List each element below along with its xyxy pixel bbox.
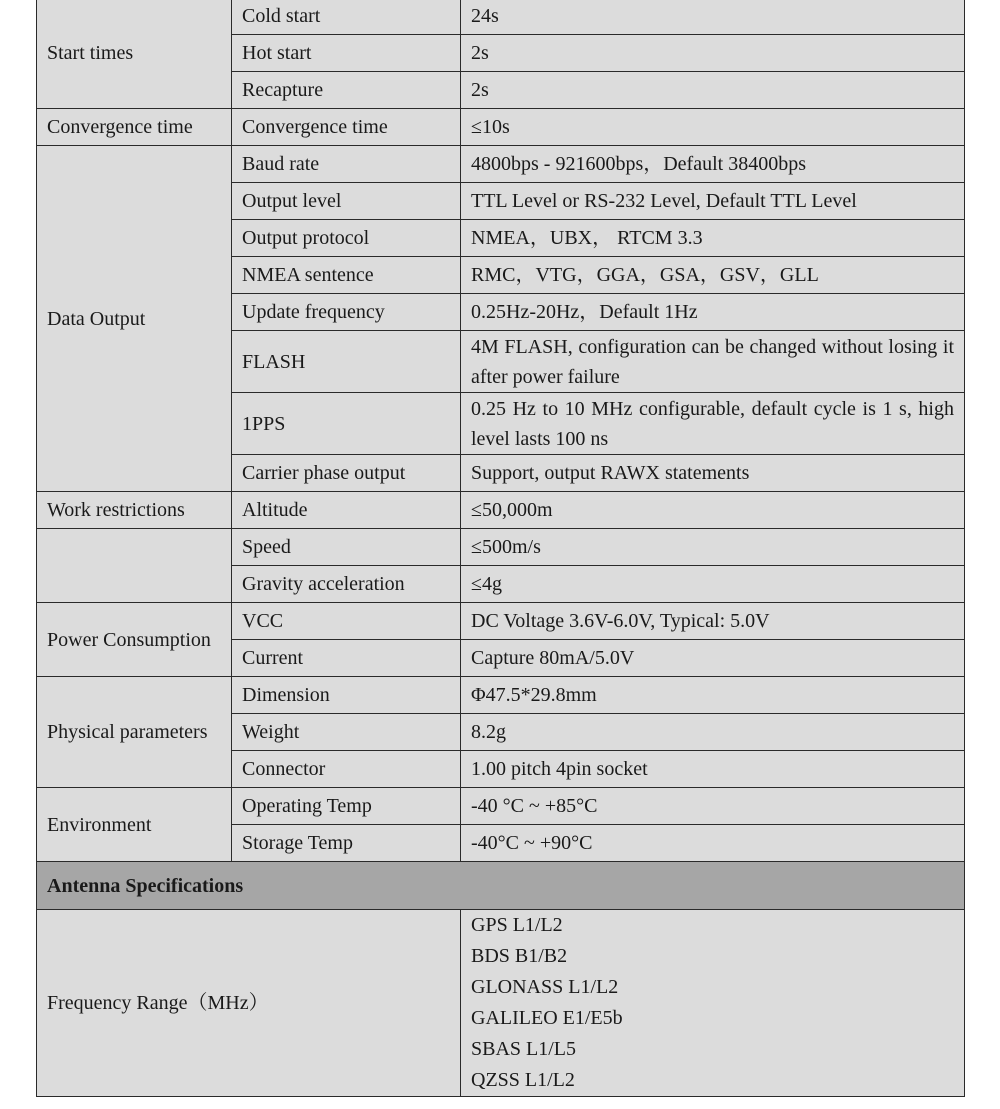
frequency-item: QZSS L1/L2 (471, 1069, 575, 1091)
param-cell: Baud rate (232, 146, 461, 183)
param-cell: VCC (232, 603, 461, 640)
param-frequency-range: Frequency Range（MHz） (37, 910, 461, 1097)
param-cell: Altitude (232, 492, 461, 529)
category-physical-parameters: Physical parameters (37, 677, 232, 788)
value-cell: NMEA，UBX， RTCM 3.3 (461, 220, 965, 257)
category-work-restrictions: Work restrictions (37, 492, 232, 529)
table-row (37, 529, 965, 566)
value-cell: 4800bps - 921600bps，Default 38400bps (461, 146, 965, 183)
value-cell: -40°C ~ +90°C (461, 825, 965, 862)
spec-sheet (36, 0, 964, 1097)
frequency-item: BDS B1/B2 (471, 945, 568, 967)
param-cell: Gravity acceleration (232, 566, 461, 603)
value-cell: -40 °C ~ +85°C (461, 788, 965, 825)
section-title: Antenna Specifications (37, 862, 965, 910)
category-data-output: Data Output (37, 146, 232, 492)
value-cell: 0.25Hz-20Hz，Default 1Hz (461, 294, 965, 331)
value-cell: TTL Level or RS-232 Level, Default TTL Level (461, 183, 965, 220)
value-cell: ≤10s (461, 109, 965, 146)
value-cell: Φ47.5*29.8mm (461, 677, 965, 714)
category-convergence-time: Convergence time (37, 109, 232, 146)
param-cell: Output level (232, 183, 461, 220)
category-environment: Environment (37, 788, 232, 862)
table-row (37, 910, 965, 1097)
value-cell: 1.00 pitch 4pin socket (461, 751, 965, 788)
value-cell: 4M FLASH, configuration can be changed without losing it after power failure (461, 331, 965, 393)
table-row (37, 0, 965, 35)
value-cell: Support, output RAWX statements (461, 455, 965, 492)
param-cell: Output protocol (232, 220, 461, 257)
param-cell: Current (232, 640, 461, 677)
param-cell: Dimension (232, 677, 461, 714)
table-row (37, 788, 965, 825)
frequency-item: GALILEO E1/E5b (471, 1007, 623, 1029)
param-cell: Hot start (232, 35, 461, 72)
value-cell: ≤500m/s (461, 529, 965, 566)
value-cell: 2s (461, 72, 965, 109)
category-cell-empty (37, 529, 232, 603)
param-cell: Storage Temp (232, 825, 461, 862)
param-cell: Recapture (232, 72, 461, 109)
section-header-row (37, 862, 965, 910)
param-cell: Weight (232, 714, 461, 751)
value-cell: Capture 80mA/5.0V (461, 640, 965, 677)
value-cell: DC Voltage 3.6V-6.0V, Typical: 5.0V (461, 603, 965, 640)
frequency-item: GLONASS L1/L2 (471, 976, 619, 998)
param-cell: Connector (232, 751, 461, 788)
frequency-item: SBAS L1/L5 (471, 1038, 577, 1060)
value-cell: 8.2g (461, 714, 965, 751)
frequency-item: GPS L1/L2 (471, 914, 563, 936)
category-power-consumption: Power Consumption (37, 603, 232, 677)
table-row (37, 109, 965, 146)
table-row (37, 677, 965, 714)
param-cell: 1PPS (232, 393, 461, 455)
value-cell: 24s (461, 0, 965, 35)
param-cell: Speed (232, 529, 461, 566)
table-row (37, 603, 965, 640)
param-cell: NMEA sentence (232, 257, 461, 294)
param-cell: Convergence time (232, 109, 461, 146)
value-cell: ≤50,000m (461, 492, 965, 529)
value-cell: 2s (461, 35, 965, 72)
table-row (37, 492, 965, 529)
value-cell: 0.25 Hz to 10 MHz configurable, default cycle is 1 s, high level lasts 100 ns (461, 393, 965, 455)
param-cell: FLASH (232, 331, 461, 393)
table-row (37, 146, 965, 183)
param-cell: Update frequency (232, 294, 461, 331)
specifications-table (36, 0, 965, 1097)
value-frequency-list (461, 910, 965, 1097)
value-cell: RMC，VTG，GGA，GSA，GSV，GLL (461, 257, 965, 294)
category-start-times: Start times (37, 0, 232, 109)
param-cell: Cold start (232, 0, 461, 35)
param-cell: Operating Temp (232, 788, 461, 825)
param-cell: Carrier phase output (232, 455, 461, 492)
value-cell: ≤4g (461, 566, 965, 603)
